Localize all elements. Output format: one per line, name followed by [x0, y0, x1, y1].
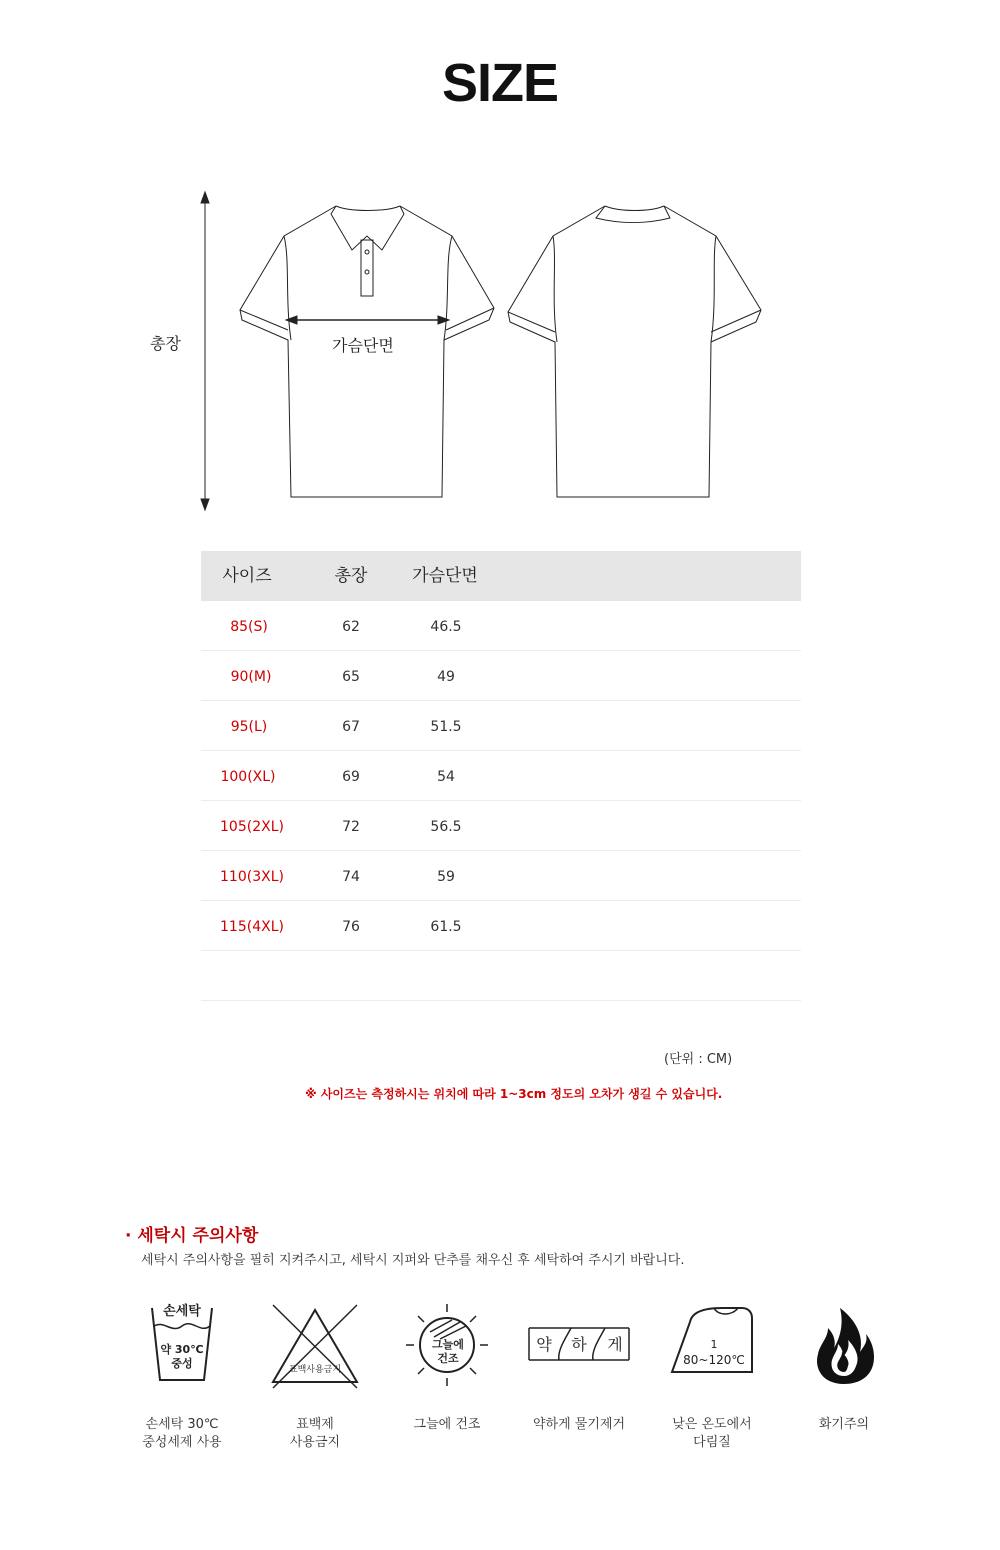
caption-line: 손세탁 30℃	[145, 1417, 219, 1432]
no-bleach-icon-text: 표백사용금지	[288, 1365, 342, 1375]
no-bleach-icon	[265, 1300, 365, 1390]
table-row	[201, 901, 801, 951]
care-caption	[514, 1416, 644, 1434]
cell-size: 100(XL)	[220, 769, 276, 785]
low-iron-icon	[662, 1300, 762, 1390]
header-length: 총장	[334, 566, 368, 586]
shade-dry-icon-text-2: 건조	[437, 1352, 459, 1365]
caption-line: 약하게 물기제거	[532, 1417, 626, 1432]
wring-char-3: 게	[607, 1335, 623, 1354]
cell-size: 95(L)	[230, 719, 268, 735]
caption-line: 표백제	[296, 1417, 334, 1432]
cell-length: 62	[342, 619, 360, 635]
cell-size: 90(M)	[230, 669, 272, 685]
cell-size: 110(3XL)	[220, 869, 284, 885]
wring-char-1: 약	[536, 1335, 552, 1354]
caption-line: 그늘에 건조	[413, 1417, 481, 1432]
header-chest: 가슴단면	[412, 566, 478, 586]
length-arrow	[201, 192, 209, 510]
table-row	[201, 601, 801, 651]
cell-chest: 51.5	[430, 719, 462, 735]
care-item-shade-dry	[382, 1300, 512, 1432]
cell-size: 115(4XL)	[220, 919, 284, 935]
table-row	[201, 851, 801, 901]
cell-chest: 56.5	[430, 819, 462, 835]
care-item-no-bleach	[250, 1300, 380, 1450]
care-item-flame	[779, 1300, 909, 1432]
hand-wash-temp-text: 약 30℃	[160, 1343, 204, 1356]
care-caption	[779, 1416, 909, 1434]
caption-line: 화기주의	[818, 1417, 870, 1432]
flame-icon	[804, 1300, 884, 1390]
back-shirt-outline	[508, 206, 761, 497]
cell-length: 69	[342, 769, 360, 785]
size-tolerance-note: ※ 사이즈는 측정하시는 위치에 따라 1~3cm 정도의 오차가 생길 수 있습니다.	[305, 1087, 723, 1101]
table-row	[201, 701, 801, 751]
hand-wash-icon-text: 손세탁	[163, 1304, 201, 1319]
care-item-hand-wash	[117, 1300, 247, 1450]
cell-chest: 46.5	[430, 619, 462, 635]
table-row	[201, 951, 801, 1001]
chest-arrow	[286, 316, 449, 324]
cell-length: 67	[342, 719, 360, 735]
shade-dry-icon	[402, 1300, 492, 1390]
cell-length: 72	[342, 819, 360, 835]
cell-chest: 49	[437, 669, 455, 685]
size-table	[201, 551, 801, 1001]
care-item-low-iron	[647, 1300, 777, 1450]
page-title: SIZE	[441, 53, 559, 113]
unit-note: (단위 : CM)	[664, 1052, 733, 1067]
cell-size: 85(S)	[230, 619, 268, 635]
header-size: 사이즈	[222, 566, 272, 586]
care-caption	[382, 1416, 512, 1434]
length-label: 총장	[150, 334, 181, 353]
caption-line: 중성세제 사용	[142, 1435, 222, 1450]
caption-line: 낮은 온도에서	[672, 1417, 752, 1432]
iron-dot-text: 1	[710, 1338, 718, 1351]
table-row	[201, 651, 801, 701]
table-header	[201, 551, 801, 601]
wash-section-title: · 세탁시 주의사항	[125, 1226, 259, 1246]
caption-line: 사용금지	[289, 1435, 341, 1450]
gentle-wring-icon	[527, 1300, 631, 1390]
care-item-gentle-wring	[514, 1300, 644, 1432]
iron-temp-text: 80~120℃	[683, 1353, 745, 1367]
wash-description: 세탁시 주의사항을 필히 지켜주시고, 세탁시 지퍼와 단추를 채우신 후 세탁하여 주시기 바랍니다.	[141, 1253, 685, 1268]
cell-chest: 54	[437, 769, 455, 785]
table-row	[201, 751, 801, 801]
cell-chest: 61.5	[430, 919, 462, 935]
care-caption	[117, 1416, 247, 1452]
hand-wash-icon	[142, 1300, 222, 1390]
table-row	[201, 801, 801, 851]
cell-size: 105(2XL)	[220, 819, 284, 835]
cell-length: 76	[342, 919, 360, 935]
cell-length: 65	[342, 669, 360, 685]
chest-label: 가슴단면	[332, 336, 394, 355]
cell-length: 74	[342, 869, 360, 885]
cell-chest: 59	[437, 869, 455, 885]
shade-dry-icon-text: 그늘에	[432, 1338, 464, 1351]
shirt-diagram	[0, 0, 1000, 540]
care-caption	[647, 1416, 777, 1452]
wring-char-2: 하	[571, 1335, 587, 1354]
caption-line: 다림질	[693, 1435, 731, 1450]
care-caption	[250, 1416, 380, 1452]
hand-wash-neutral-text: 중성	[171, 1357, 193, 1370]
